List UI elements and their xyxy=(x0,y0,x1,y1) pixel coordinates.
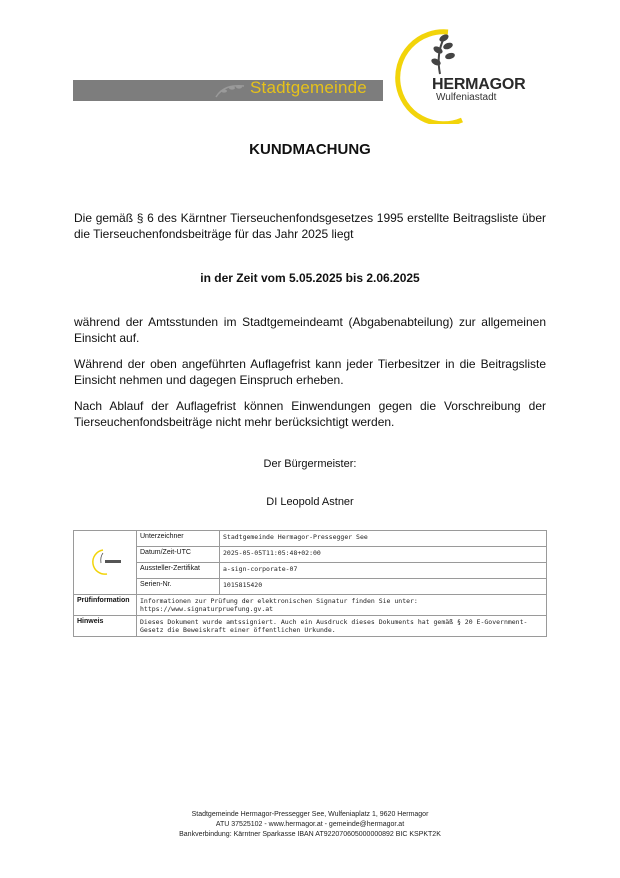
period-text: in der Zeit vom 5.05.2025 bis 2.06.2025 xyxy=(200,271,420,285)
signer-name: DI Leopold Astner xyxy=(266,496,354,508)
page-title: KUNDMACHUNG xyxy=(249,141,371,158)
signature-note-text: Dieses Dokument wurde amtssigniert. Auch ein Ausdruck dieses Dokuments hat gemäß § 20 E-Government-Gesetz die Beweiskraft einer öffentlichen Urkunde. xyxy=(137,616,547,637)
banner-title: Stadtgemeinde xyxy=(250,78,367,97)
signature-label: Aussteller-Zertifikat xyxy=(137,563,220,579)
signature-check-row xyxy=(74,595,547,616)
paragraph-deadline: Nach Ablauf der Auflagefrist können Einwendungen gegen die Vorschreibung der Tierseuchenfondsbeiträge nicht mehr berücksichtigt werden. xyxy=(74,399,546,429)
paragraph-objection: Während der oben angeführten Auflagefrist kann jeder Tierbesitzer in die Beitragsliste Einsicht nehmen und dagegen Einspruch erheben. xyxy=(74,357,546,387)
signer-role: Der Bürgermeister: xyxy=(263,458,357,470)
brand-name: HERMAGOR xyxy=(432,76,526,93)
paragraph-intro: Die gemäß § 6 des Kärntner Tierseuchenfondsgesetzes 1995 erstellte Beitragsliste über die Tierseuchenfondsbeiträge für das Jahr 2025 liegt xyxy=(74,211,546,241)
signature-check-text: Informationen zur Prüfung der elektronischen Signatur finden Sie unter: https://www.signaturpruefung.gv.at xyxy=(137,595,547,616)
banner-leaf-icon xyxy=(212,83,248,99)
signature-row xyxy=(74,531,547,547)
signature-row xyxy=(74,563,547,579)
footer-address: Stadtgemeinde Hermagor-Pressegger See, Wulfeniaplatz 1, 9620 Hermagor xyxy=(191,811,429,818)
brand-subtitle: Wulfeniastadt xyxy=(436,92,497,103)
signature-seal-icon xyxy=(85,547,125,577)
hermagor-logo-icon xyxy=(378,24,528,124)
footer-bank: Bankverbindung: Kärntner Sparkasse IBAN AT922070605000000892 BIC KSPKT2K xyxy=(179,831,441,838)
signature-label: Unterzeichner xyxy=(137,531,220,547)
signature-check-label: Prüfinformation xyxy=(74,595,137,616)
paragraph-hours: während der Amtsstunden im Stadtgemeindeamt (Abgabenabteilung) zur allgemeinen Einsicht auf. xyxy=(74,315,546,345)
signature-row xyxy=(74,547,547,563)
signature-seal xyxy=(74,531,137,595)
signature-value: a-sign-corporate-07 xyxy=(220,563,547,579)
signature-value: 1015815420 xyxy=(220,579,547,595)
signature-table xyxy=(73,530,547,637)
signature-value: Stadtgemeinde Hermagor-Pressegger See xyxy=(220,531,547,547)
signature-note-row xyxy=(74,616,547,637)
signature-row xyxy=(74,579,547,595)
signature-value: 2025-05-05T11:05:48+02:00 xyxy=(220,547,547,563)
footer-contact: ATU 37525102 - www.hermagor.at - gemeinde@hermagor.at xyxy=(215,821,405,828)
footer xyxy=(0,810,620,840)
signature-note-label: Hinweis xyxy=(74,616,137,637)
signature-label: Datum/Zeit-UTC xyxy=(137,547,220,563)
signature-label: Serien-Nr. xyxy=(137,579,220,595)
